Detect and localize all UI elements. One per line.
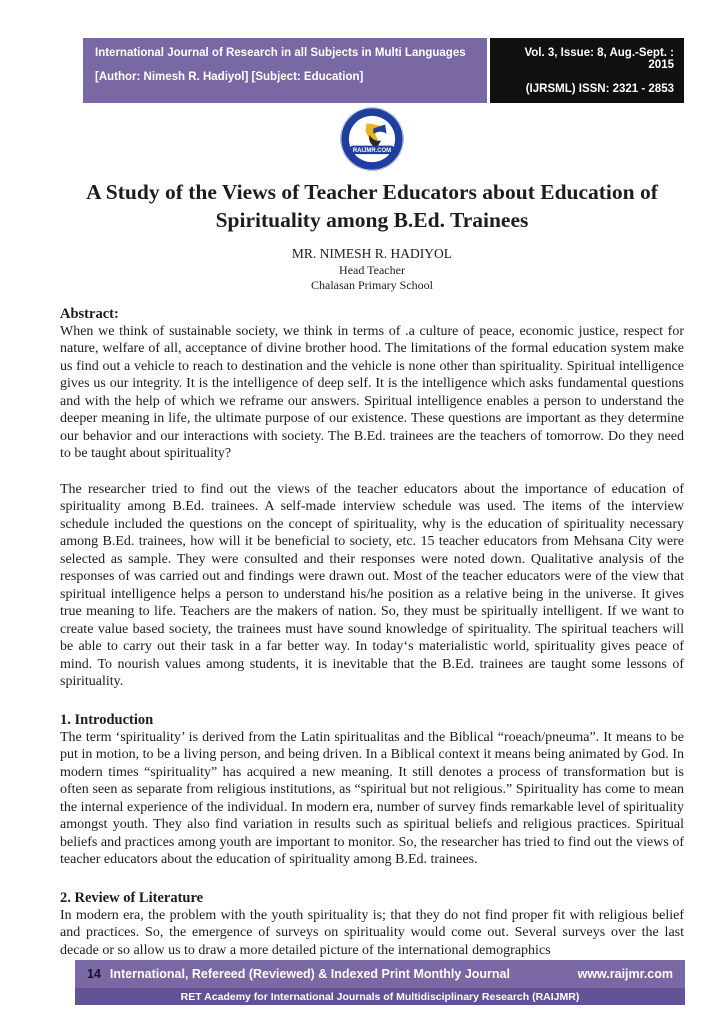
- introduction-paragraph: The term ‘spirituality’ is derived from the Latin spiritualitas and the Biblical “roeach/pneuma”. It means to be put in motion, to be a living person, and being driven. In a Biblical context it means being animated by God. In modern times “spirituality” has acquired a new meaning. It still denotes a process of transformation but is often seen as separate from religious institutions, as “spiritual but not religious.” Spirituality has come to mean the internal experience of the individual. In modern era, number of survey finds remarkable level of spirituality amongst youth. They also find variation in results such as spiritual beliefs and religious practices. Spiritual beliefs and practices among youth are important to monitor. So, the researcher has tried to find out the views of teacher educators about the education of spirituality among B.Ed. trainees.: [60, 729, 684, 868]
- review-paragraph: In modern era, the problem with the youth spirituality is; that they do not find proper fit with religious belief and practices. So, the emergence of surveys on spirituality would come out. Several surveys over the last decade or so allow us to draw a more detailed picture of the international demographics: [60, 907, 684, 958]
- abstract-heading: Abstract:: [60, 305, 119, 322]
- abstract-paragraph-2: The researcher tried to find out the views of the teacher educators about the importance of education of spirituality among B.Ed. trainees. A self-made interview schedule was used. The items of the interview schedule included the questions on the concept of spirituality, why is the education of spirituality necessary among B.Ed. trainees, how will it be beneficial to society, etc. 15 teacher educators from Mehsana City were selected as sample. They were consulted and their responses were noted down. Qualitative analysis of the responses of was carried out and findings were drawn out. Most of the teacher educators were of the view that spiritual intelligence helps a person to understand his/he position as a relative being in the universe. It gives true meaning to life. Teachers are the makers of nation. So, they must be spiritually intelligent. If we want to create value based society, the trainees must have sound knowledge of spirituality. The spiritual teachers will be able to carry out their task in a far better way. In today‘s materialistic world, spirituality gives peace of mind. To nourish values among students, it is inevitable that the B.Ed. trainees are taught some lessons of spirituality.: [60, 481, 684, 690]
- issn-line: (IJRSML) ISSN: 2321 - 2853: [525, 83, 674, 95]
- introduction-heading: 1. Introduction: [60, 711, 154, 728]
- journal-title: International Journal of Research in all Subjects in Multi Languages: [95, 47, 466, 59]
- footer-main-bar: [75, 960, 685, 988]
- raijmr-logo-icon: [339, 106, 405, 172]
- page-number: 14: [87, 967, 101, 981]
- author-role: Head Teacher: [339, 262, 405, 277]
- volume-issue: Vol. 3, Issue: 8, Aug.-Sept. : 2015: [524, 47, 674, 71]
- header-journal-box: [83, 38, 487, 103]
- abstract-paragraph-1: When we think of sustainable society, we think in terms of .a culture of peace, economic justice, respect for nature, welfare of all, acceptance of divine brother hood. The limitations of the formal education system make us find out a vehicle to reach to destination and the vehicle is none other than spirituality. Spiritual intelligence gives us our integrity. It is the intelligence of deep self. It is the intelligence which asks fundamental questions and with the help of which we reframe our answers. Spiritual intelligence enables a person to understand the deeper meaning in life, the ultimate purpose of our existence. These questions are important as they determine our behavior and our interactions with society. The B.Ed. trainees are the teachers of tomorrow. Do they need to be taught about spirituality?: [60, 323, 684, 462]
- logo-text: RAIJMR.COM: [352, 148, 392, 155]
- author-subject-line: [Author: Nimesh R. Hadiyol] [Subject: Education]: [95, 71, 364, 83]
- footer-academy-line: RET Academy for International Journals of Multidisciplinary Research (RAIJMR): [180, 990, 580, 1003]
- article-title: A Study of the Views of Teacher Educators about Education of Spirituality among B.Ed. Trainees: [86, 180, 658, 233]
- footer-website-link[interactable]: www.raijmr.com: [577, 967, 673, 981]
- author-block: [60, 246, 684, 293]
- journal-logo: [60, 106, 684, 172]
- page-header: [83, 38, 684, 103]
- page-footer: [75, 960, 685, 1005]
- review-heading: 2. Review of Literature: [60, 889, 204, 906]
- header-issue-box: [490, 38, 684, 103]
- author-name: MR. NIMESH R. HADIYOL: [291, 245, 453, 261]
- author-affiliation: Chalasan Primary School: [311, 277, 433, 292]
- footer-journal-line: International, Refereed (Reviewed) & Indexed Print Monthly Journal: [109, 967, 510, 981]
- footer-academy-bar: [75, 988, 685, 1005]
